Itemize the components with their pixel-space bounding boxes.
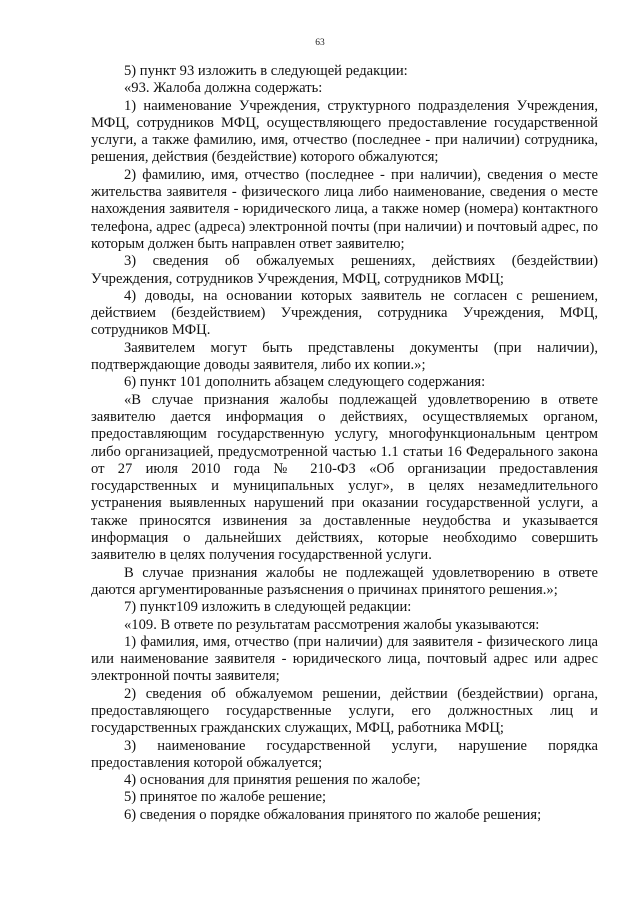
- document-body: [91, 63, 598, 824]
- paragraph: 6) сведения о порядке обжалования принятого по жалобе решения;: [124, 806, 542, 823]
- paragraph: 6) пункт 101 дополнить абзацем следующего содержания:: [124, 374, 486, 391]
- paragraph: «В случае признания жалобы подлежащей удовлетворению в ответе заявителю дается информация о действиях, осуществляемых органом, предоставляющим государственную услугу, многофункциональным центром либо организацией, предусмотренной частью 1.1 статьи 16 Федерального закона от 27 июля 2010 года № 210-ФЗ «Об организации предоставления государственных и муниципальных услуг», в целях незамедлительного устранения выявленных нарушений при оказании государственной услуги, а также приносятся извинения за доставленные неудобства и указывается информация о дальнейших действиях, которые необходимо совершить заявителю в целях получения государственной услуги.: [91, 391, 598, 564]
- paragraph: 2) сведения об обжалуемом решении, действии (бездействии) органа, предоставляющего государственные услуги, его должностных лиц и государственных гражданских служащих, МФЦ, работника МФЦ;: [91, 685, 598, 737]
- paragraph: Заявителем могут быть представлены документы (при наличии), подтверждающие доводы заявителя, либо их копии.»;: [91, 339, 598, 374]
- paragraph: 5) принятое по жалобе решение;: [124, 789, 327, 806]
- paragraph: 4) доводы, на основании которых заявитель не согласен с решением, действием (бездействием) Учреждения, сотрудника Учреждения, МФЦ, сотрудников МФЦ.: [91, 287, 598, 339]
- paragraph: В случае признания жалобы не подлежащей удовлетворению в ответе даются аргументированные разъяснения о причинах принятого решения.»;: [91, 564, 598, 598]
- paragraph: 4) основания для принятия решения по жалобе;: [124, 772, 421, 789]
- paragraph: 2) фамилию, имя, отчество (последнее - при наличии), сведения о месте жительства заявителя - физического лица либо наименование, сведения о месте нахождения заявителя - юридического лица, а также номер (номера) контактного телефона, адрес (адреса) электронной почты (при наличии) и почтовый адрес, по которым должен быть направлен ответ заявителю;: [91, 166, 598, 252]
- page-number: 63: [315, 38, 325, 48]
- paragraph: 1) фамилия, имя, отчество (при наличии) для заявителя - физического лица или наименование заявителя - юридического лица, почтовый адрес или адрес электронной почты заявителя;: [91, 633, 598, 685]
- paragraph: 3) сведения об обжалуемых решениях, действиях (бездействии) Учреждения, сотрудников Учреждения, МФЦ, сотрудников МФЦ;: [91, 253, 598, 287]
- paragraph: «109. В ответе по результатам рассмотрения жалобы указываются:: [124, 616, 540, 633]
- paragraph: 1) наименование Учреждения, структурного подразделения Учреждения, МФЦ, сотрудников МФЦ, осуществляющего предоставление государственной услуги, а также фамилию, имя, отчество (последнее - при наличии) сотрудника, решения, действия (бездействие) которого обжалуются;: [91, 97, 598, 166]
- paragraph: 3) наименование государственной услуги, нарушение порядка предоставления которой обжалуется;: [91, 737, 598, 771]
- paragraph: 5) пункт 93 изложить в следующей редакции:: [124, 63, 408, 79]
- paragraph: «93. Жалоба должна содержать:: [124, 80, 323, 97]
- paragraph: 7) пункт109 изложить в следующей редакции:: [124, 599, 412, 616]
